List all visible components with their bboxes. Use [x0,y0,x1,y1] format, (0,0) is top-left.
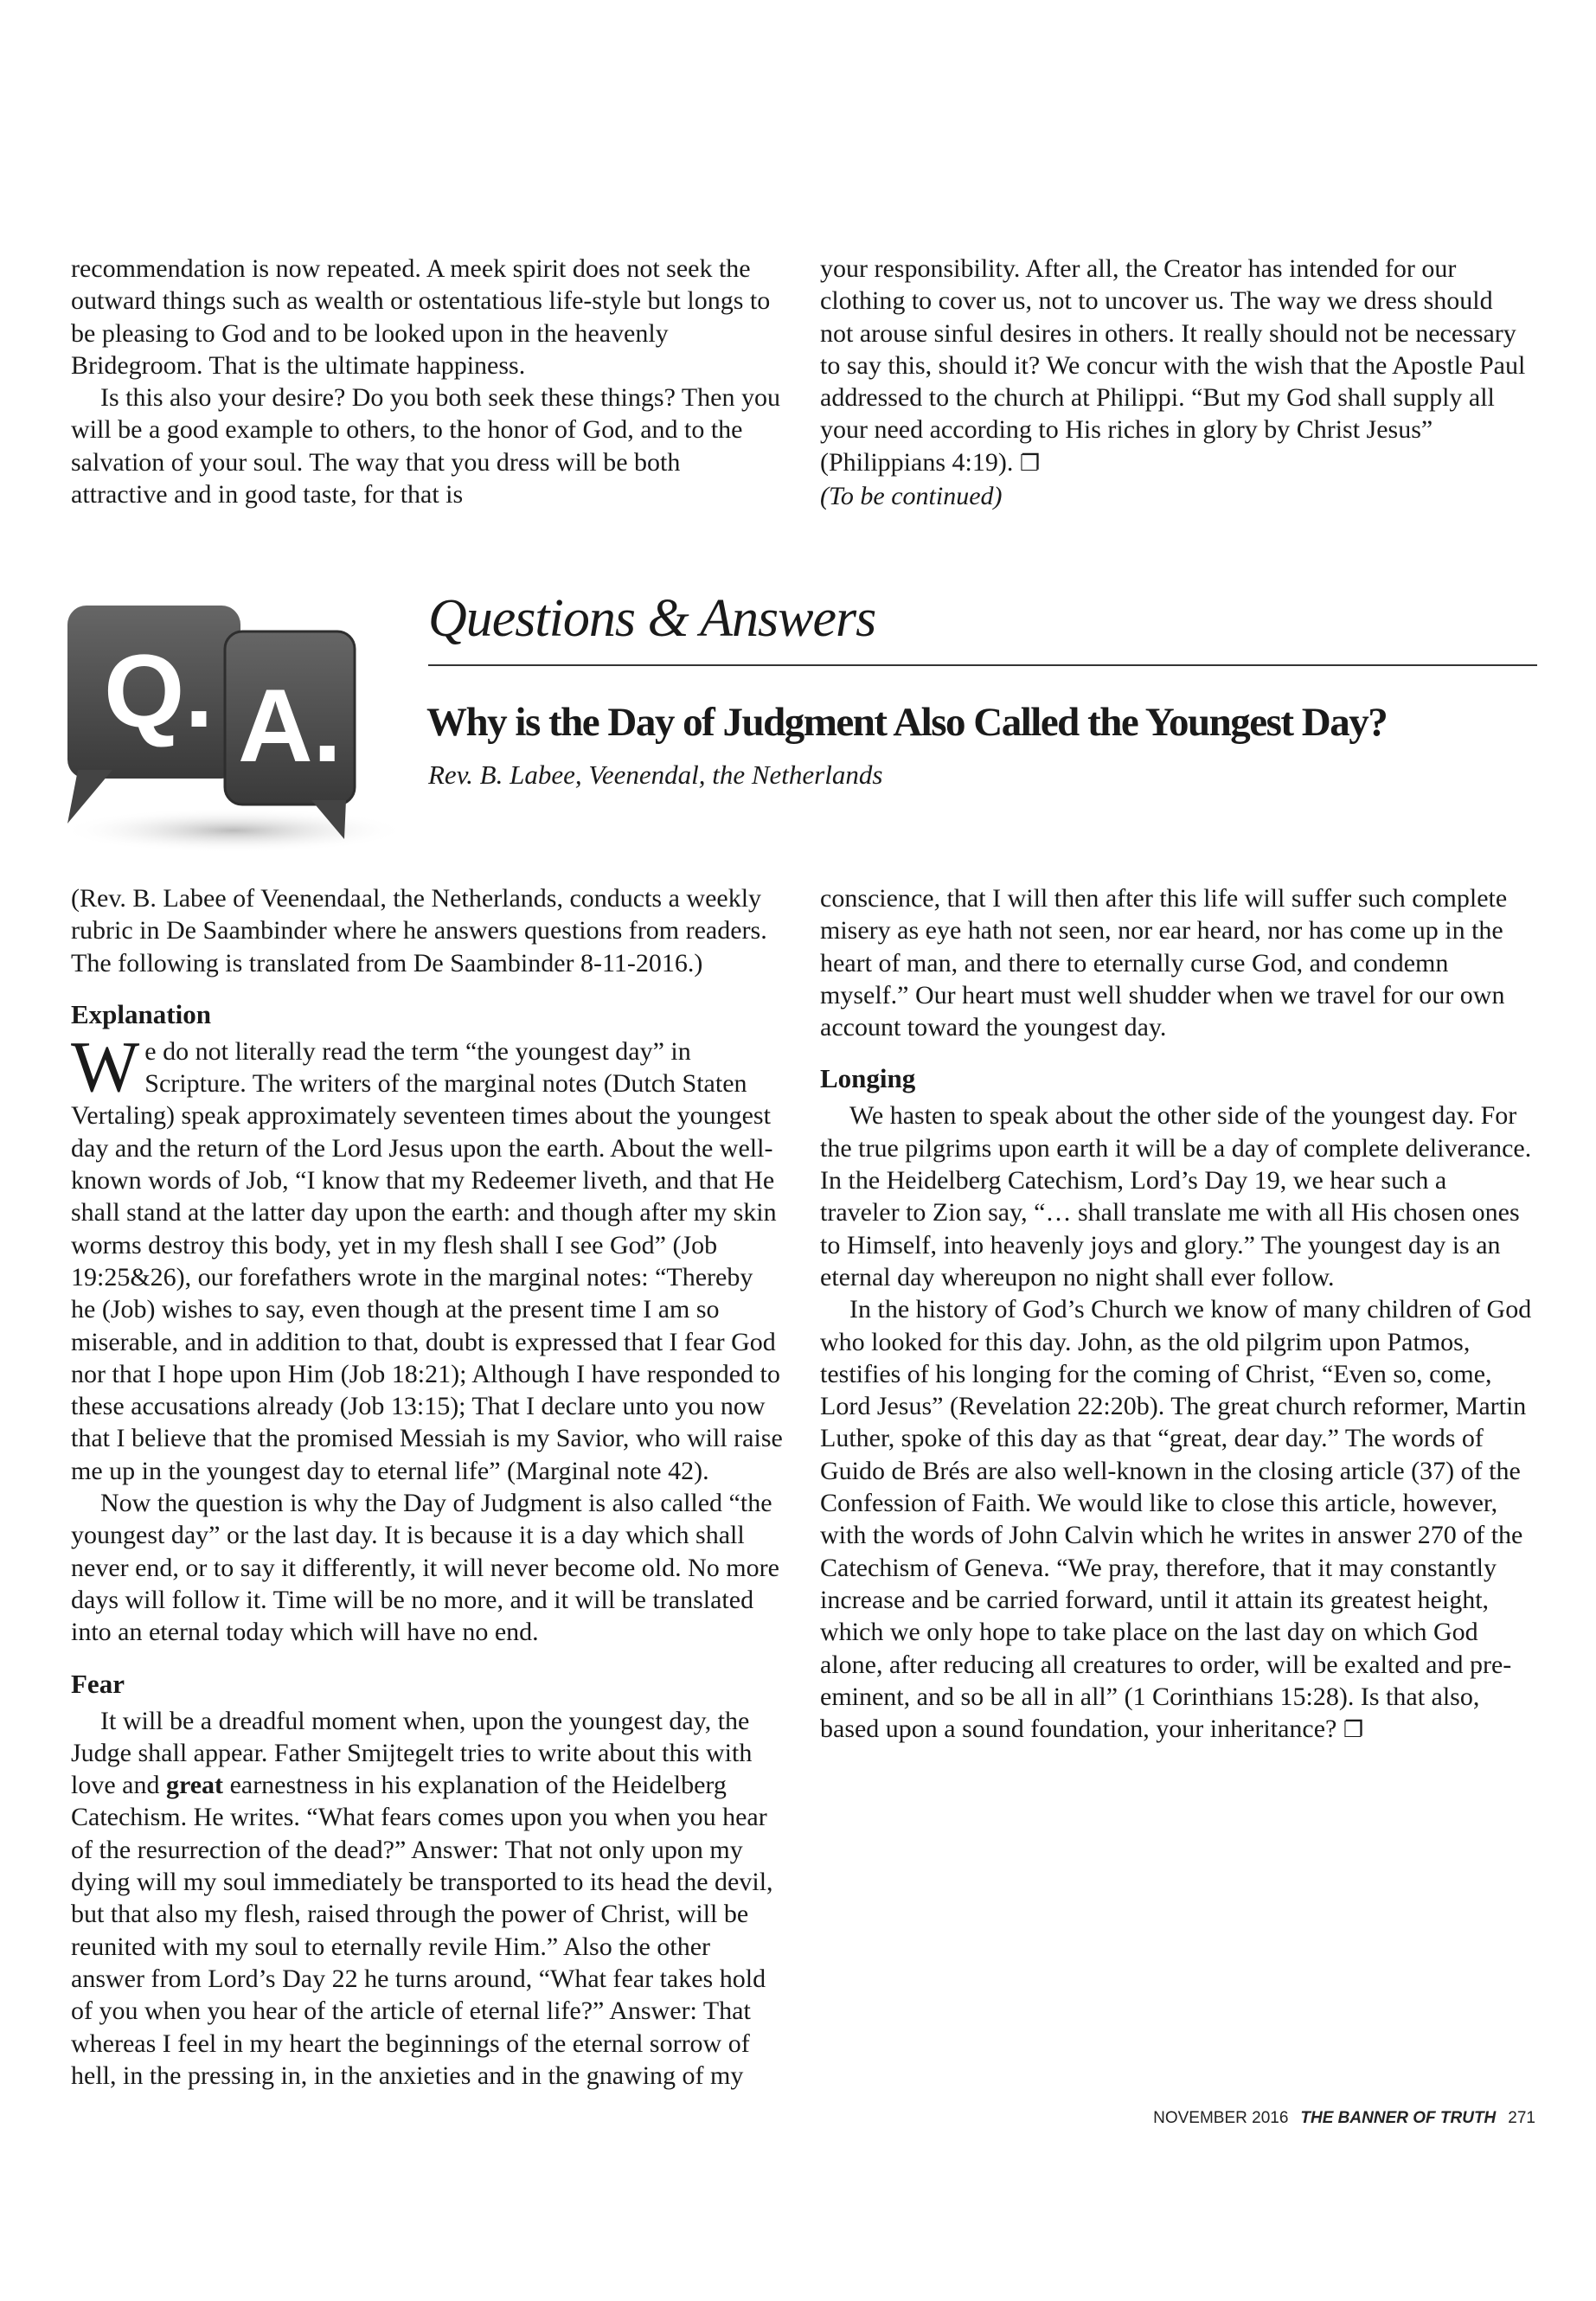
article-left-column [71,882,783,2092]
paragraph [820,253,1532,480]
article-right-column [820,882,1532,1747]
heading-explanation: Explanation [71,998,211,1029]
paragraph: Is this also your desire? Do you both seek these things? Then you will be a good example to others, to the honor of God, and to the salvation of your soul. The way that you dress will be both attractive and in good taste, for that is [71,383,780,510]
paragraph-text: your responsibility. After all, the Creator has intended for our clothing to cover us, not to uncover us. The way we dress should not arouse sinful desires in others. It really should not be necessary to say this, should it? We concur with the wish that the Apostle Paul addressed to the church at Philippi. “But my God shall supply all your need according to His riches in glory by Christ Jesus” (Philippians 4:19). [820,254,1526,477]
qa-speech-bubbles-logo [61,597,415,856]
bold-text: great [165,1771,224,1800]
paragraph-text: earnestness in his explanation of the Heidelberg Catechism. He writes. “What fears comes upon you when you hear of the resurrection of the dead?” Answer: That not only upon my dying will my soul immediately be transported to its head the devil, but that also my flesh, raised through the power of Christ, will be reunited with my soul to eternally revile Him.” Also the other answer from Lord’s Day 22 he turns around, “What fear takes hold of you when you hear of the article of eternal life?” Answer: That whereas I feel in my heart the beginnings of the eternal sorrow of hell, in the pressing in, in the anxieties and in the gnawing of my [71,1771,773,2090]
paragraph [71,1026,783,1487]
intro-paragraph: (Rev. B. Labee of Veenendaal, the Netherlands, conducts a weekly rubric in De Saambinder where he answers questions from readers. The following is translated from De Saambinder 8-11-2016.) [71,884,767,977]
title-divider [428,664,1537,666]
top-left-column [71,253,783,510]
footer-date: NOVEMBER 2016 [1153,2109,1289,2127]
paragraph [820,1293,1532,1747]
paragraph [71,1705,783,2093]
footer-publication: THE BANNER OF TRUTH [1300,2109,1497,2127]
end-mark-icon: ❐ [1019,450,1041,477]
paragraph-text: It will be a dreadful moment when, upon the youngest day, the Judge shall appear. Father Smijtegelt tries to write about this with love and [71,1706,753,1800]
heading-fear: Fear [71,1668,125,1699]
page-footer [1153,2109,1535,2128]
drop-cap: W [71,1026,140,1107]
top-right-column [820,253,1532,512]
svg-text:Q.: Q. [104,633,214,749]
paragraph-text: e do not literally read the term “the youngest day” in Scripture. The writers of the marginal notes (Dutch Staten Vertaling) speak approximately seventeen times about the youngest day and the return of the Lord Jesus upon the earth. About the well-known words of Job, “I know that my Redeemer liveth, and that He shall stand at the latter day upon the earth: and though after my skin worms destroy this body, yet in my flesh shall I see God” (Job 19:25&26), our forefathers wrote in the marginal notes: “Thereby he (Job) wishes to say, even though at the present time I am so miserable, and in addition to that, doubt is expressed that I fear God nor that I hope upon Him (Job 18:21); Although I have responded to these accusations already (Job 13:15); That I declare unto you now that I believe that the promised Messiah is my Savior, who will raise me up in the youngest day to eternal life” (Marginal note 42). [71,1036,783,1485]
paragraph-text: In the history of God’s Church we know of many children of God who looked for this day. John, as the old pilgrim upon Patmos, testifies of his longing for the coming of Christ, “Even so, come, Lord Jesus” (Revelation 22:20b). The great church reformer, Martin Luther, spoke of this day as that “great, dear day.” The words of Guido de Brés are also well-known in the closing article (37) of the Confession of Faith. We would like to close this article, however, with the words of John Calvin which he writes in answer 270 of the Catechism of Geneva. “We pray, therefore, that it may constantly increase and be carried forward, until it attain its greatest height, which we only hope to take place on the last day on which God alone, after reducing all creatures to order, will be exalted and pre-eminent, and so be all in all” (1 Corinthians 15:28). Is that also, based upon a sound foundation, your inheritance? [820,1295,1532,1744]
paragraph-continued: conscience, that I will then after this life will suffer such complete misery as eye hath not seen, nor ear heard, nor has come up in the heart of man, and there to eternally curse God, and condemn myself.” Our heart must well shudder when we travel for our own account toward the youngest day. [820,884,1508,1042]
paragraph: recommendation is now repeated. A meek spirit does not seek the outward things such as wealth or ostentatious life-style but longs to be pleasing to God and to be looked upon in the heavenly Bridegroom. That is the ultimate happiness. [71,254,771,380]
end-mark-icon: ❐ [1343,1717,1364,1744]
page-number: 271 [1508,2109,1535,2127]
article-title: Why is the Day of Judgment Also Called the Youngest Day? [426,700,1388,745]
paragraph: We hasten to speak about the other side of the youngest day. For the true pilgrims upon earth it will be a day of complete deliverance. In the Heidelberg Catechism, Lord’s Day 19, we hear such a traveler to Zion say, “… shall translate me with all His chosen ones to Himself, into heavenly joys and glory.” The youngest day is an eternal day whereupon no night shall ever follow. [820,1101,1532,1292]
section-title: Questions & Answers [428,589,876,648]
svg-text:A.: A. [238,668,342,784]
article-author: Rev. B. Labee, Veenendal, the Netherlands [428,760,883,790]
to-be-continued: (To be continued) [820,482,1003,511]
paragraph: Now the question is why the Day of Judgment is also called “the youngest day” or the last day. It is because it is a day which shall never end, or to say it differently, it will never become old. No more days will follow it. Time will be no more, and it will be translated into an eternal today which will have no end. [71,1489,779,1647]
heading-longing: Longing [820,1063,916,1094]
